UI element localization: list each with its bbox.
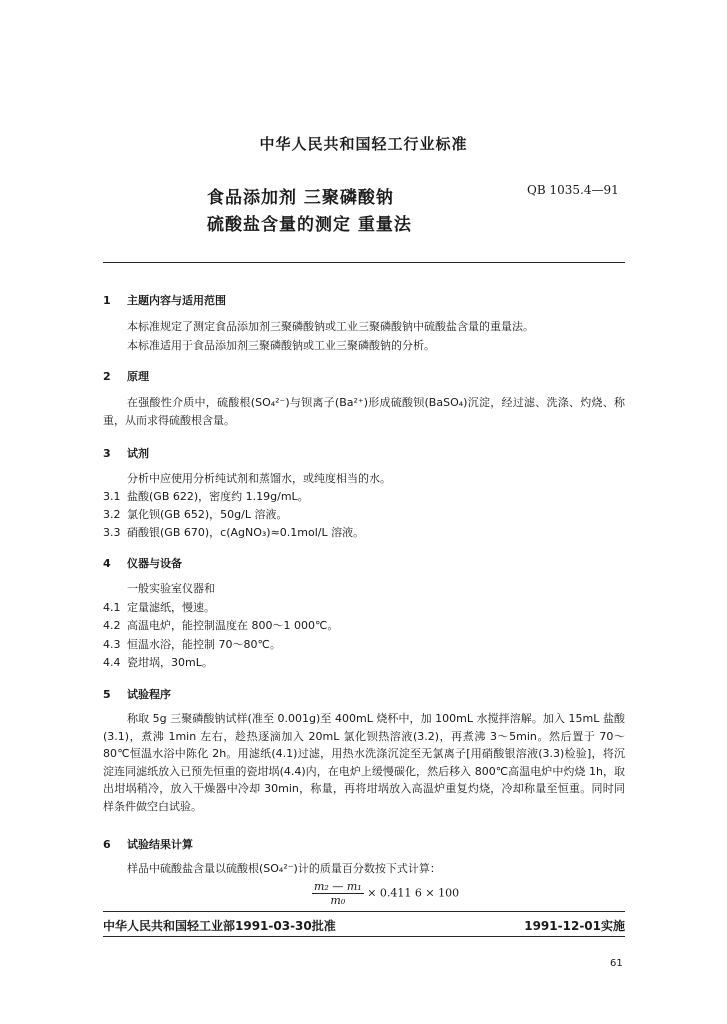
equipment-item-number: 4.4 (103, 656, 121, 669)
section-2-heading (103, 368, 149, 384)
section-6-paragraph: 样品中硫酸盐含量以硫酸根(SO₄²⁻)计的质量百分数按下式计算： (127, 862, 441, 875)
equipment-item-text: 恒温水浴，能控制 70～80℃。 (127, 638, 281, 651)
section-2-title: 原理 (127, 370, 149, 383)
section-3-intro: 分析中应使用分析纯试剂和蒸馏水，或纯度相当的水。 (127, 472, 391, 485)
section-5-paragraph: 称取 5g 三聚磷酸钠试样(准至 0.001g)至 400mL 烧杯中，加 100mL 水搅拌溶解。加入 15mL 盐酸(3.1)，煮沸 1min 左右，趁热逐滴加入 20mL 氯化钡热溶液(3.2)，再煮沸 3～5min。然后置于 70～80℃恒温水浴中陈化 2h。用滤纸(4.1)过滤，用热水洗涤沉淀至无氯离子[用硝酸银溶液(3.3)检验]，将沉淀连同滤纸放入已预先恒重的瓷坩埚(4.4)内，在电炉上缓慢碳化，然后移入 800℃高温电炉中灼烧 1h，取出坩埚稍冷，放入干燥器中冷却 30min，称量，再将坩埚放入高温炉重复灼烧，冷却称量至恒重。同时同样条件做空白试验。 (103, 712, 625, 813)
issuing-body: 中华人民共和国轻工行业标准 (259, 135, 468, 153)
equipment-item-number: 4.3 (103, 638, 121, 651)
section-3-title: 试剂 (127, 447, 149, 460)
section-3-heading (103, 445, 149, 461)
reagent-item (103, 526, 364, 540)
section-1-paragraph-1: 本标准规定了测定食品添加剂三聚磷酸钠或工业三聚磷酸钠中硫酸盐含量的重量法。 (127, 320, 534, 333)
section-1-number: 1 (103, 294, 111, 307)
reagent-item-number: 3.1 (103, 490, 121, 503)
page-number: 61 (610, 958, 623, 969)
section-4-heading (103, 555, 182, 571)
reagent-item (103, 508, 287, 522)
footer-rule-bottom (103, 936, 625, 937)
section-3-number: 3 (103, 447, 111, 460)
formula-numerator: m₂ — m₁ (314, 880, 362, 893)
formula-denominator: m₀ (330, 894, 346, 907)
equipment-item (103, 638, 281, 652)
reagent-item-text: 氯化钡(GB 652)，50g/L 溶液。 (127, 508, 288, 521)
section-6-heading (103, 836, 193, 852)
formula-multiplier: × 0.411 6 × 100 (367, 886, 460, 900)
equipment-item-text: 高温电炉，能控制温度在 800～1 000℃。 (127, 619, 339, 632)
reagent-item-text: 硝酸银(GB 670)，c(AgNO₃)≈0.1mol/L 溶液。 (127, 526, 365, 539)
reagent-item (103, 490, 309, 504)
reagent-item-text: 盐酸(GB 622)，密度约 1.19g/mL。 (127, 490, 309, 503)
title-line-1: 食品添加剂 三聚磷酸钠 (207, 188, 394, 208)
section-5-heading (103, 686, 171, 702)
formula-fraction (312, 880, 364, 907)
equipment-item-text: 瓷坩埚，30mL。 (127, 656, 213, 669)
section-2-number: 2 (103, 370, 111, 383)
section-1-heading (103, 292, 226, 308)
section-5-number: 5 (103, 688, 111, 701)
header-rule (103, 262, 625, 263)
title-line-2: 硫酸盐含量的测定 重量法 (207, 215, 412, 235)
equipment-item-number: 4.1 (103, 601, 121, 614)
section-1-title: 主题内容与适用范围 (127, 294, 226, 307)
approval-note: 中华人民共和国轻工业部1991-03-30批准 (103, 919, 336, 933)
standard-code: QB 1035.4—91 (527, 183, 619, 197)
section-6-title: 试验结果计算 (127, 838, 193, 851)
section-1-paragraph-2: 本标准适用于食品添加剂三聚磷酸钠或工业三聚磷酸钠的分析。 (127, 339, 435, 352)
equipment-item (103, 656, 213, 670)
section-4-number: 4 (103, 557, 111, 570)
equipment-item (103, 601, 215, 615)
calculation-formula (312, 880, 459, 907)
equipment-item-number: 4.2 (103, 619, 121, 632)
reagent-item-number: 3.3 (103, 526, 121, 539)
implementation-date: 1991-12-01实施 (524, 919, 625, 933)
section-5-title: 试验程序 (127, 688, 171, 701)
reagent-item-number: 3.2 (103, 508, 121, 521)
equipment-item (103, 619, 338, 633)
footer-rule-top (103, 911, 625, 912)
section-4-intro: 一般实验室仪器和 (127, 582, 215, 595)
section-2-paragraph: 在强酸性介质中，硫酸根(SO₄²⁻)与钡离子(Ba²⁺)形成硫酸钡(BaSO₄)沉淀，经过滤、洗涤、灼烧、称重，从而求得硫酸根含量。 (103, 396, 625, 427)
section-6-number: 6 (103, 838, 111, 851)
section-4-title: 仪器与设备 (127, 557, 182, 570)
equipment-item-text: 定量滤纸，慢速。 (127, 601, 215, 614)
